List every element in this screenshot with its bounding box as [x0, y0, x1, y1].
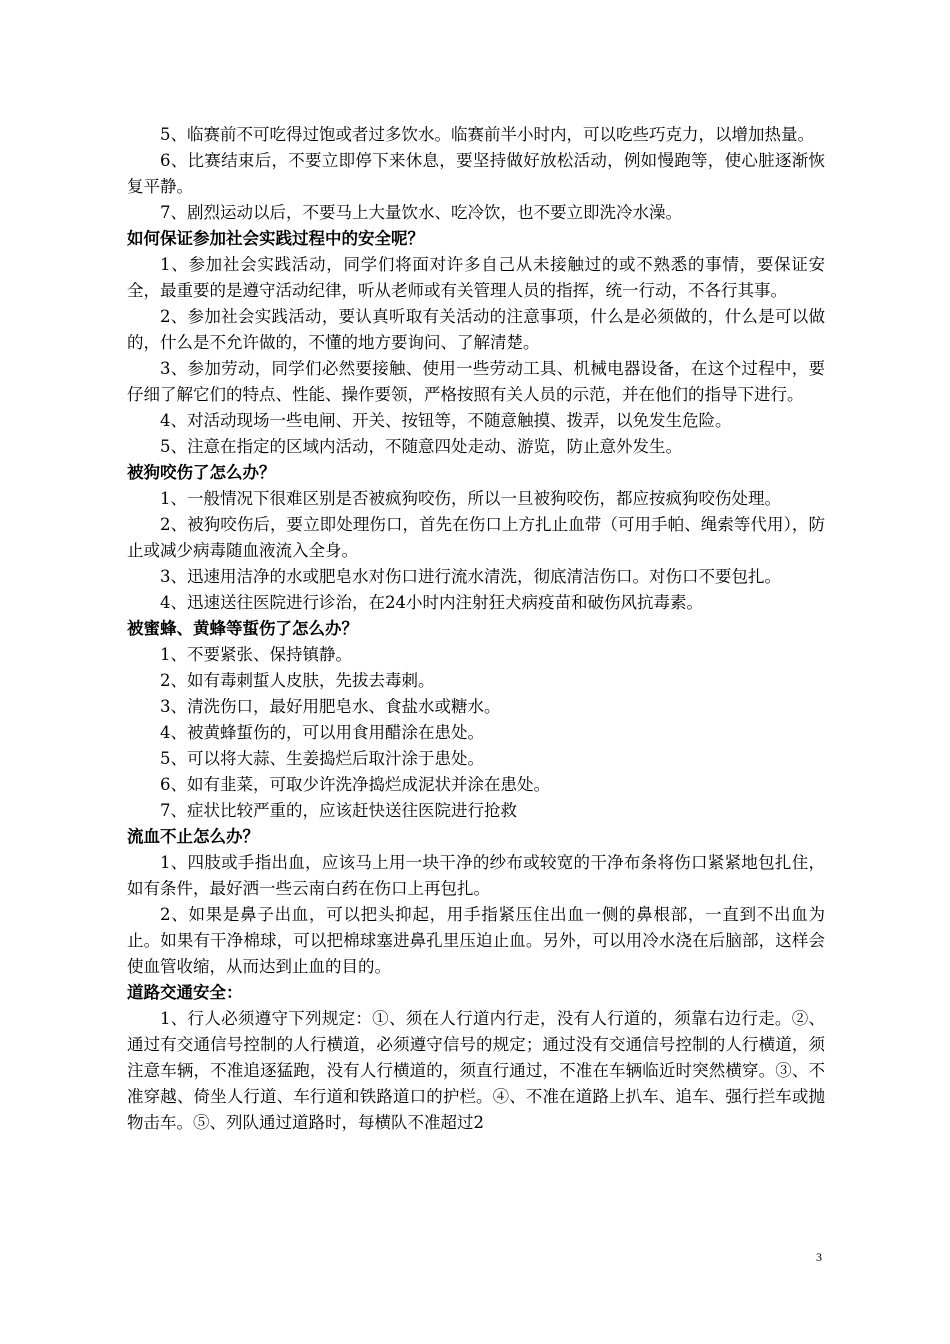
paragraph: 5、注意在指定的区域内活动，不随意四处走动、游览，防止意外发生。 — [160, 437, 682, 456]
section-heading: 被狗咬伤了怎么办？ — [127, 463, 276, 482]
paragraph: 1、一般情况下很难区别是否被疯狗咬伤，所以一旦被狗咬伤，都应按疯狗咬伤处理。 — [160, 489, 781, 508]
page-number: 3 — [816, 1250, 822, 1264]
section — [127, 616, 825, 824]
section — [127, 122, 825, 226]
paragraph: 2、参加社会实践活动，要认真听取有关活动的注意事项，什么是必须做的，什么是可以做的，什么是不允许做的，不懂的地方要询问、了解清楚。 — [127, 307, 825, 352]
paragraph: 3、迅速用洁净的水或肥皂水对伤口进行流水清洗，彻底清洁伤口。对伤口不要包扎。 — [160, 567, 781, 586]
paragraph: 6、如有韭菜，可取少许洗净捣烂成泥状并涂在患处。 — [160, 775, 550, 794]
section-heading: 道路交通安全： — [127, 983, 243, 1002]
paragraph: 2、如果是鼻子出血，可以把头抑起，用手指紧压住出血一侧的鼻根部，一直到不出血为止。如果有干净棉球，可以把棉球塞进鼻孔里压迫止血。另外，可以用冷水浇在后脑部，这样会使血管收缩，从而达到止血的目的。 — [127, 905, 825, 976]
section-heading: 被蜜蜂、黄蜂等蜇伤了怎么办？ — [127, 619, 358, 638]
paragraph: 4、被黄蜂蜇伤的，可以用食用醋涂在患处。 — [160, 723, 484, 742]
paragraph: 3、清洗伤口，最好用肥皂水、食盐水或糖水。 — [160, 697, 501, 716]
paragraph: 5、可以将大蒜、生姜捣烂后取汁涂于患处。 — [160, 749, 484, 768]
paragraph: 4、迅速送往医院进行诊治，在24小时内注射狂犬病疫苗和破伤风抗毒素。 — [160, 593, 703, 612]
paragraph: 1、行人必须遵守下列规定：①、须在人行道内行走，没有人行道的，须靠右边行走。②、通过有交通信号控制的人行横道，必须遵守信号的规定；通过没有交通信号控制的人行横道，须注意车辆，不准追逐猛跑，没有人行横道的，须直行通过，不准在车辆临近时突然横穿。③、不准穿越、倚坐人行道、车行道和铁路道口的护栏。④、不准在道路上扒车、追车、强行拦车或抛物击车。⑤、列队通过道路时，每横队不准超过2 — [127, 1009, 825, 1132]
paragraph: 1、不要紧张、保持镇静。 — [160, 645, 352, 664]
paragraph: 2、被狗咬伤后，要立即处理伤口，首先在伤口上方扎止血带（可用手帕、绳索等代用），防止或减少病毒随血液流入全身。 — [127, 515, 825, 560]
section — [127, 824, 825, 980]
section — [127, 226, 825, 460]
paragraph: 7、症状比较严重的，应该赶快送往医院进行抢救 — [160, 801, 517, 820]
section-heading: 流血不止怎么办？ — [127, 827, 259, 846]
paragraph: 7、剧烈运动以后，不要马上大量饮水、吃冷饮，也不要立即洗冷水澡。 — [160, 203, 682, 222]
paragraph: 5、临赛前不可吃得过饱或者过多饮水。临赛前半小时内，可以吃些巧克力，以增加热量。 — [160, 125, 814, 144]
paragraph: 6、比赛结束后，不要立即停下来休息，要坚持做好放松活动，例如慢跑等，使心脏逐渐恢复平静。 — [127, 151, 825, 196]
section — [127, 460, 825, 616]
paragraph: 2、如有毒刺蜇人皮肤，先拔去毒刺。 — [160, 671, 435, 690]
section — [127, 980, 825, 1136]
paragraph: 3、参加劳动，同学们必然要接触、使用一些劳动工具、机械电器设备，在这个过程中，要仔细了解它们的特点、性能、操作要领，严格按照有关人员的示范，并在他们的指导下进行。 — [127, 359, 825, 404]
document-body — [127, 122, 825, 1136]
section-heading: 如何保证参加社会实践过程中的安全呢？ — [127, 229, 424, 248]
paragraph: 1、四肢或手指出血，应该马上用一块干净的纱布或较宽的干净布条将伤口紧紧地包扎住，如有条件，最好洒一些云南白药在伤口上再包扎。 — [127, 853, 825, 898]
paragraph: 1、参加社会实践活动，同学们将面对许多自己从未接触过的或不熟悉的事情，要保证安全，最重要的是遵守活动纪律，听从老师或有关管理人员的指挥，统一行动，不各行其事。 — [127, 255, 825, 300]
paragraph: 4、对活动现场一些电闸、开关、按钮等，不随意触摸、拨弄，以免发生危险。 — [160, 411, 732, 430]
